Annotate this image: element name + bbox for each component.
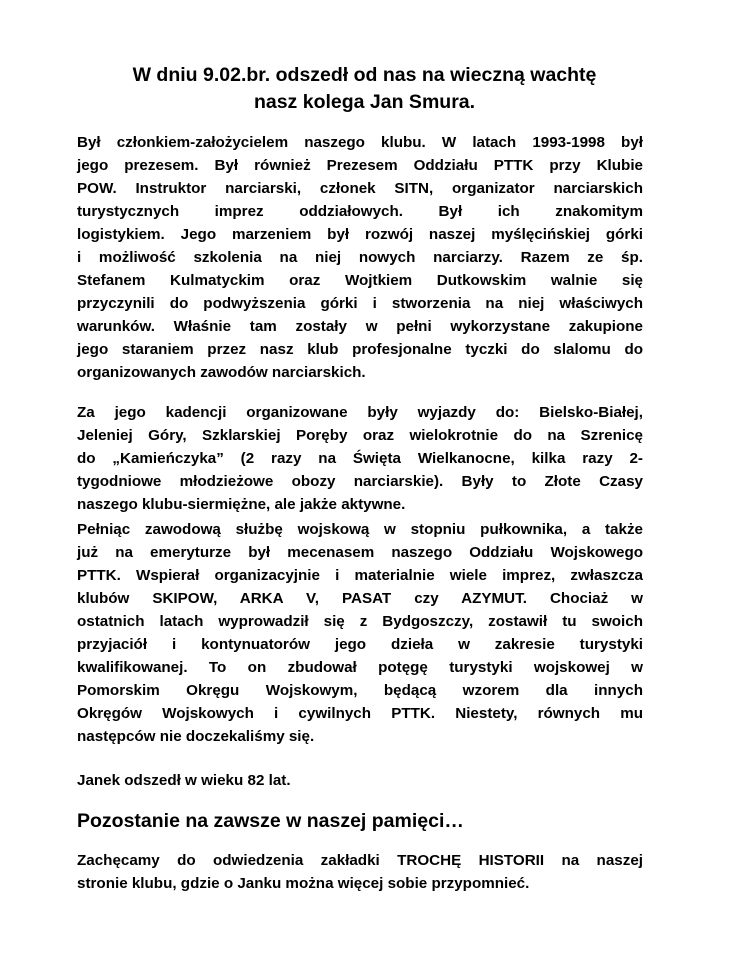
- paragraph-line: naszego klubu-siermiężne, ale jakże aktywne.: [77, 496, 406, 513]
- paragraph-closing: [77, 849, 643, 895]
- paragraph-line: przyjaciół i kontynuatorów jego dzieła w zakresie turystyki: [77, 636, 643, 653]
- paragraph-line: Jeleniej Góry, Szklarskiej Poręby oraz wielokrotnie do na Szrenicę: [77, 427, 643, 444]
- paragraph-line: do „Kamieńczyka” (2 razy na Święta Wielkanocne, kilka razy 2-: [77, 450, 643, 467]
- paragraph-service: [77, 518, 643, 748]
- paragraph-line: Zachęcamy do odwiedzenia zakładki TROCHĘ HISTORII na naszej: [77, 852, 643, 869]
- paragraph-line: Okręgów Wojskowych i cywilnych PTTK. Niestety, równych mu: [77, 705, 643, 722]
- paragraph-trips: [77, 401, 643, 516]
- paragraph-line: warunków. Właśnie tam zostały w pełni wykorzystane zakupione: [77, 318, 643, 335]
- paragraph-line: stronie klubu, gdzie o Janku można więcej sobie przypomnieć.: [77, 875, 530, 892]
- paragraph-line: Pełniąc zawodową służbę wojskową w stopniu pułkownika, a także: [77, 521, 643, 538]
- paragraph-line: turystycznych imprez oddziałowych. Był ich znakomitym: [77, 203, 643, 220]
- paragraph-line: już na emeryturze był mecenasem naszego Oddziału Wojskowego: [77, 544, 643, 561]
- paragraph-line: organizowanych zawodów narciarskich.: [77, 364, 366, 381]
- paragraph-line: PTTK. Wspierał organizacyjnie i materialnie wiele imprez, zwłaszcza: [77, 567, 643, 584]
- paragraph-line: ostatnich latach wyprowadził się z Bydgoszczy, zostawił tu swoich: [77, 613, 643, 630]
- paragraph-line: Był członkiem-założycielem naszego klubu. W latach 1993-1998 był: [77, 134, 643, 151]
- paragraph-line: Za jego kadencji organizowane były wyjazdy do: Bielsko-Białej,: [77, 404, 643, 421]
- title-line-1: W dniu 9.02.br. odszedł od nas na wieczną wachtę: [132, 64, 597, 86]
- paragraph-line: klubów SKIPOW, ARKA V, PASAT czy AZYMUT. Chociaż w: [77, 590, 643, 607]
- paragraph-line: tygodniowe młodzieżowe obozy narciarskie). Były to Złote Czasy: [77, 473, 643, 490]
- paragraph-line: POW. Instruktor narciarski, członek SITN, organizator narciarskich: [77, 180, 643, 197]
- paragraph-line: Stefanem Kulmatyckim oraz Wojtkiem Dutkowskim walnie się: [77, 272, 643, 289]
- paragraph-line: i możliwość szkolenia na niej nowych narciarzy. Razem ze śp.: [77, 249, 643, 266]
- paragraph-line: Pomorskim Okręgu Wojskowym, będącą wzorem dla innych: [77, 682, 643, 699]
- paragraph-line: logistykiem. Jego marzeniem był rozwój naszej myślęcińskiej górki: [77, 226, 643, 243]
- paragraph-age: [77, 769, 643, 792]
- paragraph-biography: [77, 131, 643, 384]
- paragraph-line: Janek odszedł w wieku 82 lat.: [77, 772, 291, 789]
- paragraph-line: następców nie doczekaliśmy się.: [77, 728, 315, 745]
- paragraph-line: jego prezesem. Był również Prezesem Oddziału PTTK przy Klubie: [77, 157, 643, 174]
- paragraph-line: jego staraniem przez nasz klub profesjonalne tyczki do slalomu do: [77, 341, 643, 358]
- paragraph-line: kwalifikowanej. To on zbudował potęgę turystyki wojskowej w: [77, 659, 643, 676]
- memorial-heading: Pozostanie na zawsze w naszej pamięci…: [77, 810, 464, 832]
- page-title: [60, 62, 669, 116]
- title-line-2: nasz kolega Jan Smura.: [253, 91, 476, 113]
- paragraph-line: przyczynili do podwyższenia górki i stworzenia na niej właściwych: [77, 295, 643, 312]
